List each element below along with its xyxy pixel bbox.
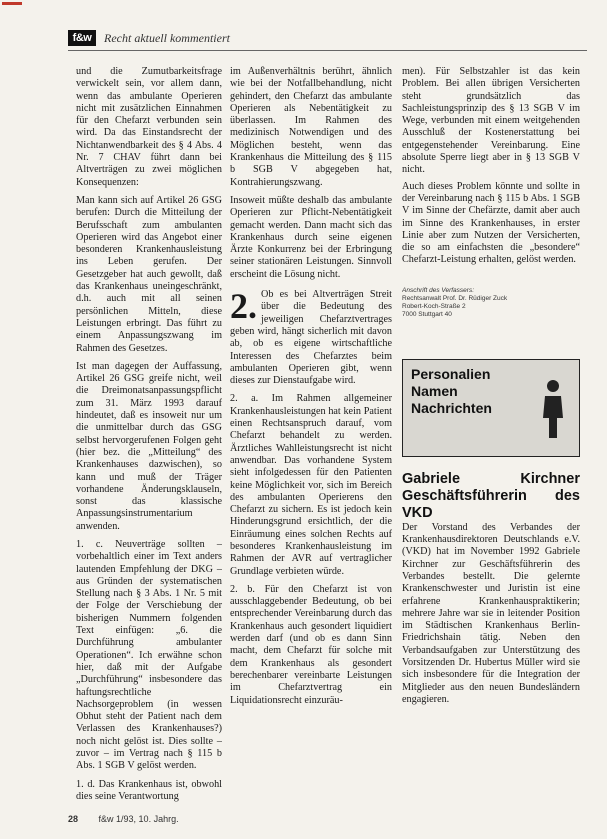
paragraph: 1. d. Das Krankenhaus ist, obwohl dies seine Verantwortung xyxy=(76,778,222,802)
news-body: Der Vorstand des Verbandes der Krankenhausdirektoren Deutschlands e.V. (VKD) hat im November 1992 Gabriele Kirchner zur Geschäftsführerin des Verbandes bestellt. Die gelernte Krankenschwester und Juristin ist eine erfahrene Krankenhauspraktikerin; mehrere Jahre war sie in leitender Position im Städtischen Krankenhaus Berlin-Friedrichshain tätig. Neben den Verbandsaufgaben zur Unterstützung des Vorsitzenden Dr. Hubertus Müller wird sie sich insbesondere für die Integration der Mitglieder aus den neuen Bundesländern engagieren. xyxy=(402,521,580,705)
corner-marker xyxy=(2,2,22,5)
paragraph: Ob es bei Altverträgen Streit über die Bedeutung des jeweiligen Chefarztvertrages geben wird, hängt sicherlich mit davon ab, ob es eigene wirtschaftliche Interessen des Chefarztes beim ambulanten Operieren gibt, wenn dieses zur Dienstaufgabe wird. xyxy=(230,289,392,387)
paragraph: Ist man dagegen der Auffassung, Artikel 26 GSG greife nicht, weil die Dreimonatsanpassungspflicht zum 31. März 1993 darauf hindeutet, daß es insoweit nur um die unmittelbar durch das GSG selbst hervorgerufenen Folgen geht (hier bez. die „Mitteilung“ des Krankenhauses dazwischen), so kann und muß der Träger vorhandene Änderungsklauseln, sonst das klassische Anpassungsinstrumentarium anwenden. xyxy=(76,360,222,532)
paragraph: 2. b. Für den Chefarzt ist von ausschlaggebender Bedeutung, ob bei entsprechender Vereinbarung durch das Krankenhaus auch gesondert liquidiert werden darf (und ob es dann Sinn macht, dem Chefarzt für solche mit dem Krankenhaus als gesondert berechenbarer vereinbarte Leistungen im Chefarztvertrag ein Liquidationsrecht einzuräu- xyxy=(230,583,392,706)
paragraph: im Außenverhältnis berührt, ähnlich wie bei der Notfallbehandlung, nicht gehindert, den Chefarzt das ambulante Operieren als Nebentätigkeit zu überlassen. Im Rahmen des medizinisch Notwendigen und des Möglichen besteht, wenn das Krankenhaus die Mitteilung des § 115 b SGB V abgegeben hat, Kontrahierungszwang. xyxy=(230,66,392,188)
personalia-line: Nachrichten xyxy=(411,399,492,416)
personalia-box xyxy=(402,359,580,457)
dropcap-number: 2. xyxy=(230,286,257,327)
author-label: Anschrift des Verfassers: xyxy=(402,286,475,294)
paragraph: Man kann sich auf Artikel 26 GSG berufen: Durch die Mitteilung der Berufsschaft zum ambulanten Operieren wird das Angebot einer besonderen Krankenhausleistung ins Leben gerufen. Der Gesetzgeber hat auch gewollt, daß das Krankenhaus uneingeschränkt, d.h. auch mit all seinen persönlichen Mitteln, diese Leistungen erbringt. Das führt zu einem Anpassungszwang im Rahmen des Gesetzes. xyxy=(76,194,222,354)
header-rule xyxy=(68,50,587,51)
author-street: Robert-Koch-Straße 2 xyxy=(402,302,466,310)
column-2 xyxy=(230,66,392,806)
personalia-line: Personalien xyxy=(411,365,491,382)
paragraph: Auch dieses Problem könnte und sollte in der Vereinbarung nach § 115 b Abs. 1 SGB V im Sinne der Chefärzte, damit aber auch im Sinne des Krankenhauses, in erster Linie aber zum Nutzen der Versicherten, die so am einfachsten die „besondere“ Chefarzt-Leistung erhalten, gelöst werden. xyxy=(402,180,580,266)
page-footer xyxy=(68,814,568,828)
page-number: 28 xyxy=(68,814,79,824)
author-name: Rechtsanwalt Prof. Dr. Rüdiger Zuck xyxy=(402,294,508,302)
personalia-heading xyxy=(411,366,492,417)
column-1 xyxy=(76,66,222,806)
author-city: 7000 Stuttgart 40 xyxy=(402,310,452,318)
paragraph: Insoweit müßte deshalb das ambulante Operieren zur Pflicht-Nebentätigkeit gemacht werden. Dann macht sich das Krankenhaus durch seine eigenen Ärzte Konkurrenz bei der Erbringung seiner stationären Leistungen. Sinnvoll erscheint die Lösung nicht. xyxy=(230,194,392,280)
column-3 xyxy=(402,66,580,806)
paragraph: und die Zumutbarkeitsfrage verwickelt sein, vor allem dann, wenn das ambulante Operieren nicht mit zusätzlichen Einnahmen für den Chefarzt verbunden sein wird. Da das Einstandsrecht der Nichtanwendbarkeit des § 4 Abs. 4 Nr. 7 CHAV führt dann bei Altverträgen zu zwei möglichen Konsequenzen: xyxy=(76,66,222,188)
issue-info: f&w 1/93, 10. Jahrg. xyxy=(98,814,179,824)
author-address xyxy=(402,287,580,319)
section-title: Recht aktuell kommentiert xyxy=(104,31,230,45)
journal-logo: f&w xyxy=(68,30,96,46)
person-figure-icon xyxy=(537,378,569,440)
paragraph: 2. a. Im Rahmen allgemeiner Krankenhausleistungen hat kein Patient einen Rechtsanspruch darauf, vom Chefarzt behandelt zu werden. Ärztliches Wahlleistungsrecht ist nicht anwendbar. Das vorhandene System sieht infolgedessen für den Patienten keine Möglichkeit vor, sich im Bereich des ambulanten Operierens den Chefarzt zu sichern. Es ist jedoch kein Hinderungsgrund ersichtlich, der die Einräumung eines solchen Rechts auf besonderes Krankenhausleistung im Rahmen der AVR auf vertraglicher Grundlage verbieten würde. xyxy=(230,393,392,577)
dropcap-section xyxy=(230,286,392,387)
paragraph: men). Für Selbstzahler ist das kein Problem. Bei allen übrigen Versicherten steht grundsätzlich das Sachleistungsprinzip des § 13 SGB V im Wege, verbunden mit einem weitgehenden Ausschluß der Kostenerstattung bei entgegenstehender Vereinbarung. Eine absolute Sperre liegt aber in § 13 SGB V nicht. xyxy=(402,66,580,176)
page-header xyxy=(0,26,607,50)
news-headline: Gabriele Kirchner Geschäftsführerin des VKD xyxy=(402,470,580,521)
personalia-line: Namen xyxy=(411,382,458,399)
paragraph: 1. c. Neuverträge sollten – vorbehaltlich einer im Text anders lautenden Empfehlung der DKG – aus Gründen der systematischen Stellung nach § 3 Abs. 1 Nr. 5 mit der Folge der Verschiebung der bisherigen Nummern folgenden Text einfügen: „6. die Durchführung ambulanter Operationen“. Ich erwähne schon hier, daß mit der Aufgabe „Durchführung“ insbesondere das haftungsrechtliche Nachsorgeproblem (in wessen Obhut steht der Patient nach dem Verlassen des Krankenhauses?) noch nicht gelöst ist. Dies sollte – zuvor – im Vertrag nach § 115 b Abs. 1 SGB V gelöst werden. xyxy=(76,538,222,772)
